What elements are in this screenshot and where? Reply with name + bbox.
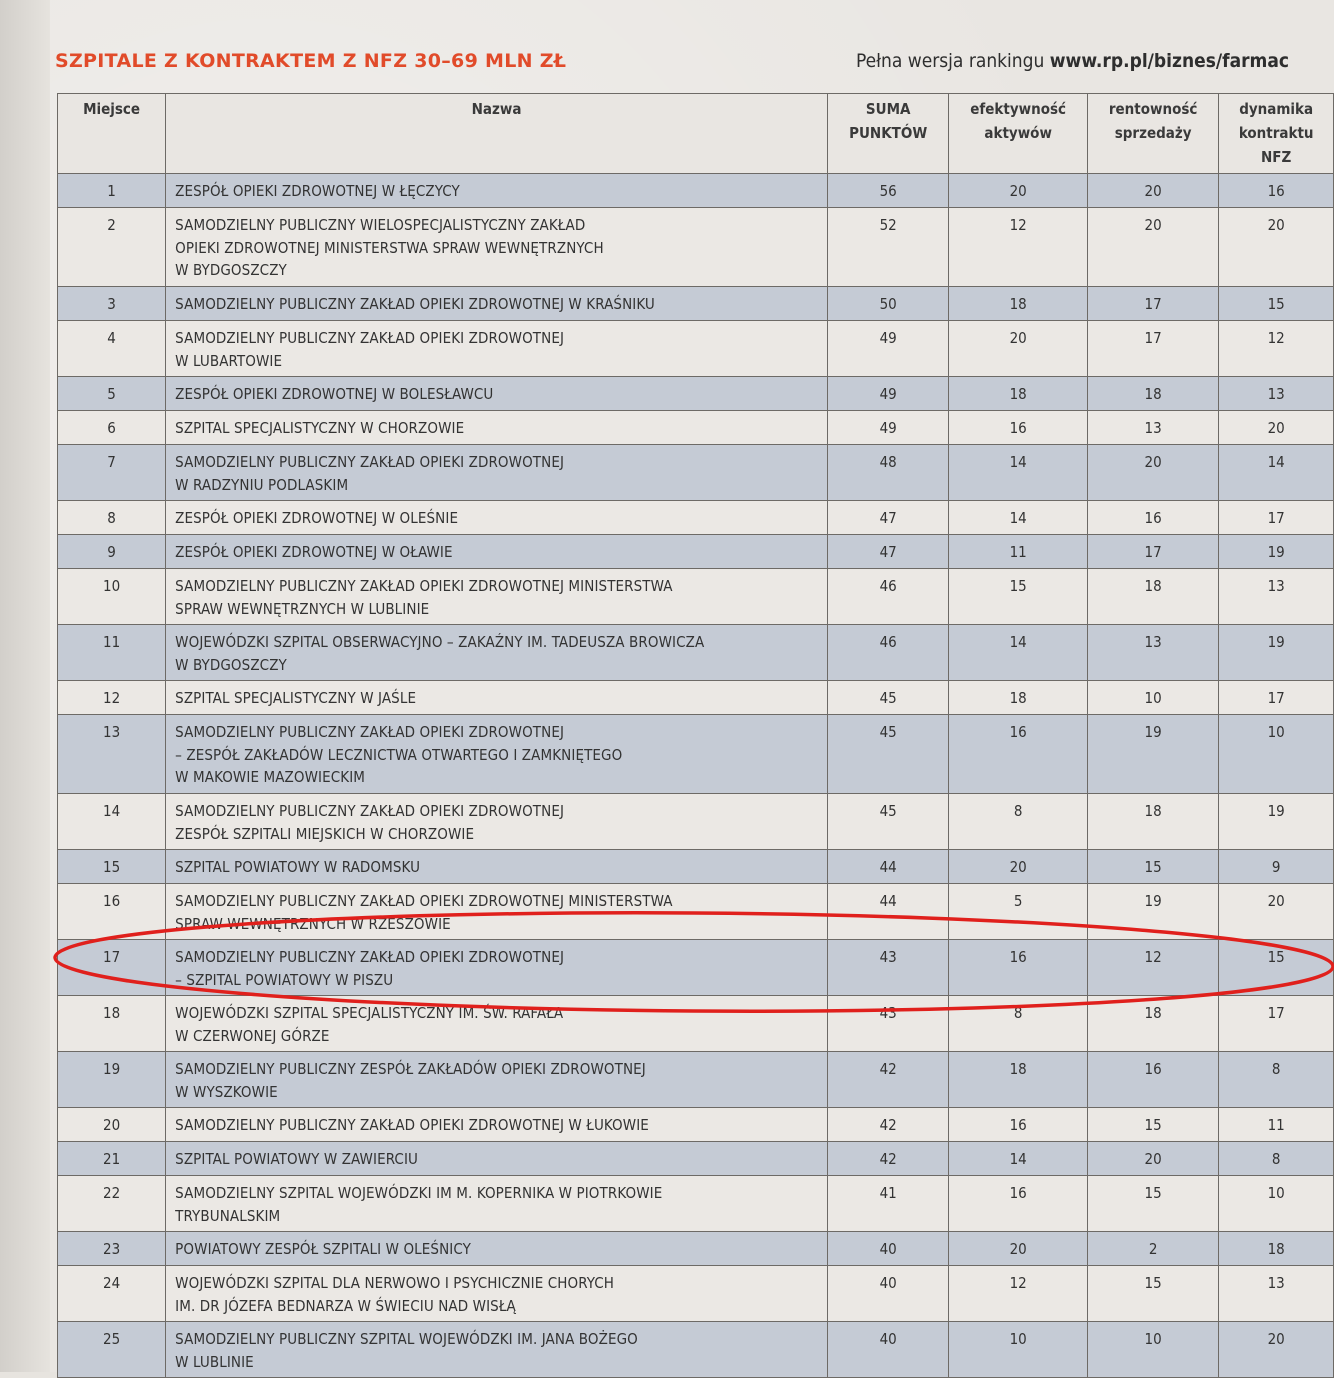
- cell-place: 11: [58, 625, 166, 681]
- cell-name-line: – SZPITAL POWIATOWY W PISZU: [175, 970, 394, 989]
- cell-assets: 12: [949, 208, 1087, 287]
- cell-name-line: SPRAW WEWNĘTRZNYCH W LUBLINIE: [175, 599, 430, 618]
- cell-place: 16: [58, 884, 166, 940]
- cell-name-line: SZPITAL POWIATOWY W ZAWIERCIU: [175, 1150, 419, 1168]
- table-row: [58, 1232, 1334, 1266]
- table-row: [58, 1142, 1334, 1176]
- cell-name: [166, 411, 828, 445]
- cell-dyn: 11: [1219, 1108, 1334, 1142]
- cell-total: 40: [827, 1232, 948, 1266]
- cell-total: 45: [827, 794, 948, 850]
- cell-place: 3: [58, 287, 166, 321]
- cell-place: 21: [58, 1142, 166, 1176]
- column-header-assets: efektywność aktywów: [949, 94, 1087, 174]
- column-header-total: SUMA PUNKTÓW: [827, 94, 948, 174]
- cell-place: 7: [58, 445, 166, 501]
- cell-name-line: W MAKOWIE MAZOWIECKIM: [175, 768, 366, 787]
- cell-place: 6: [58, 411, 166, 445]
- table-row: [58, 208, 1334, 287]
- cell-place: 17: [58, 940, 166, 996]
- cell-assets: 14: [949, 501, 1087, 535]
- cell-total: 47: [827, 501, 948, 535]
- cell-sales: 20: [1087, 208, 1218, 287]
- cell-sales: 17: [1087, 321, 1218, 377]
- cell-sales: 10: [1087, 1322, 1218, 1378]
- cell-place: 20: [58, 1108, 166, 1142]
- cell-dyn: 15: [1219, 287, 1334, 321]
- cell-name-line: SAMODZIELNY PUBLICZNY ZAKŁAD OPIEKI ZDROWOTNEJ W KRAŚNIKU: [175, 295, 655, 313]
- cell-name: [166, 1176, 828, 1232]
- cell-name-line: WOJEWÓDZKI SZPITAL SPECJALISTYCZNY IM. ŚW. RAFAŁA: [175, 1004, 564, 1022]
- cell-dyn: 10: [1219, 1176, 1334, 1232]
- table-row: [58, 996, 1334, 1052]
- cell-assets: 15: [949, 569, 1087, 625]
- cell-dyn: 19: [1219, 794, 1334, 850]
- cell-place: 18: [58, 996, 166, 1052]
- cell-total: 49: [827, 377, 948, 411]
- table-row: [58, 1266, 1334, 1322]
- cell-total: 46: [827, 569, 948, 625]
- cell-place: 15: [58, 850, 166, 884]
- cell-name-line: SAMODZIELNY PUBLICZNY ZAKŁAD OPIEKI ZDROWOTNEJ: [175, 948, 565, 966]
- full-ranking-url[interactable]: www.rp.pl/biznes/farmac: [1049, 50, 1290, 72]
- table-row: [58, 1322, 1334, 1378]
- full-ranking-note: [856, 50, 1289, 72]
- cell-name: [166, 1322, 828, 1378]
- table-row: [58, 1108, 1334, 1142]
- cell-sales: 20: [1087, 174, 1218, 208]
- table-row: [58, 715, 1334, 794]
- cell-dyn: 17: [1219, 996, 1334, 1052]
- cell-name-line: W LUBARTOWIE: [175, 351, 283, 370]
- cell-name: [166, 996, 828, 1052]
- cell-assets: 16: [949, 1176, 1087, 1232]
- table-row: [58, 850, 1334, 884]
- cell-total: 49: [827, 321, 948, 377]
- cell-total: 44: [827, 884, 948, 940]
- cell-dyn: 17: [1219, 501, 1334, 535]
- cell-name-line: SZPITAL SPECJALISTYCZNY W JAŚLE: [175, 689, 417, 707]
- cell-name: [166, 287, 828, 321]
- cell-assets: 8: [949, 996, 1087, 1052]
- table-row: [58, 1176, 1334, 1232]
- cell-name-line: POWIATOWY ZESPÓŁ SZPITALI W OLEŚNICY: [175, 1240, 471, 1258]
- column-header-dynamics: dynamika kontraktu NFZ: [1219, 94, 1334, 174]
- cell-dyn: 20: [1219, 884, 1334, 940]
- cell-total: 45: [827, 715, 948, 794]
- cell-place: 8: [58, 501, 166, 535]
- cell-assets: 18: [949, 287, 1087, 321]
- cell-dyn: 18: [1219, 1232, 1334, 1266]
- cell-total: 46: [827, 625, 948, 681]
- cell-name-line: SAMODZIELNY PUBLICZNY SZPITAL WOJEWÓDZKI IM. JANA BOŻEGO: [175, 1330, 638, 1348]
- cell-dyn: 15: [1219, 940, 1334, 996]
- cell-sales: 18: [1087, 794, 1218, 850]
- cell-name: [166, 681, 828, 715]
- cell-place: 19: [58, 1052, 166, 1108]
- cell-name-line: W RADZYNIU PODLASKIM: [175, 475, 349, 494]
- cell-name-line: SAMODZIELNY PUBLICZNY ZAKŁAD OPIEKI ZDROWOTNEJ: [175, 802, 565, 820]
- cell-name-line: SAMODZIELNY SZPITAL WOJEWÓDZKI IM M. KOPERNIKA W PIOTRKOWIE: [175, 1184, 663, 1202]
- ranking-table: [57, 93, 1334, 1378]
- cell-total: 42: [827, 1142, 948, 1176]
- cell-dyn: 8: [1219, 1142, 1334, 1176]
- table-row: [58, 321, 1334, 377]
- cell-total: 43: [827, 996, 948, 1052]
- table-row: [58, 377, 1334, 411]
- cell-dyn: 16: [1219, 174, 1334, 208]
- cell-name-line: SAMODZIELNY PUBLICZNY ZAKŁAD OPIEKI ZDROWOTNEJ MINISTERSTWA: [175, 892, 673, 910]
- cell-assets: 14: [949, 1142, 1087, 1176]
- cell-assets: 14: [949, 445, 1087, 501]
- column-header-sales: rentowność sprzedaży: [1087, 94, 1218, 174]
- cell-assets: 18: [949, 681, 1087, 715]
- table-row: [58, 501, 1334, 535]
- cell-assets: 11: [949, 535, 1087, 569]
- cell-place: 23: [58, 1232, 166, 1266]
- cell-assets: 16: [949, 715, 1087, 794]
- cell-total: 40: [827, 1322, 948, 1378]
- cell-name-line: OPIEKI ZDROWOTNEJ MINISTERSTWA SPRAW WEWNĘTRZNYCH: [175, 238, 604, 257]
- cell-name-line: SAMODZIELNY PUBLICZNY ZAKŁAD OPIEKI ZDROWOTNEJ: [175, 723, 565, 741]
- cell-name-line: ZESPÓŁ OPIEKI ZDROWOTNEJ W OLEŚNIE: [175, 509, 459, 527]
- cell-place: 10: [58, 569, 166, 625]
- cell-assets: 8: [949, 794, 1087, 850]
- cell-place: 25: [58, 1322, 166, 1378]
- cell-dyn: 19: [1219, 625, 1334, 681]
- table-row: [58, 411, 1334, 445]
- table-row: [58, 174, 1334, 208]
- cell-sales: 13: [1087, 411, 1218, 445]
- cell-name-line: SPRAW WEWNĘTRZNYCH W RZESZOWIE: [175, 914, 451, 933]
- cell-total: 42: [827, 1108, 948, 1142]
- cell-name-line: ZESPÓŁ OPIEKI ZDROWOTNEJ W ŁĘCZYCY: [175, 182, 460, 200]
- cell-total: 40: [827, 1266, 948, 1322]
- cell-sales: 16: [1087, 501, 1218, 535]
- cell-name-line: W WYSZKOWIE: [175, 1082, 278, 1101]
- cell-place: 14: [58, 794, 166, 850]
- cell-name-line: W BYDGOSZCZY: [175, 655, 287, 674]
- cell-place: 2: [58, 208, 166, 287]
- cell-name-line: SAMODZIELNY PUBLICZNY WIELOSPECJALISTYCZNY ZAKŁAD: [175, 216, 586, 234]
- cell-name: [166, 1052, 828, 1108]
- cell-name-line: SAMODZIELNY PUBLICZNY ZAKŁAD OPIEKI ZDROWOTNEJ: [175, 329, 565, 347]
- table-row: [58, 794, 1334, 850]
- cell-name-line: – ZESPÓŁ ZAKŁADÓW LECZNICTWA OTWARTEGO I ZAMKNIĘTEGO: [175, 745, 623, 764]
- cell-assets: 16: [949, 940, 1087, 996]
- cell-sales: 19: [1087, 715, 1218, 794]
- cell-name: [166, 1108, 828, 1142]
- cell-name-line: WOJEWÓDZKI SZPITAL OBSERWACYJNO – ZAKAŹNY IM. TADEUSZA BROWICZA: [175, 633, 705, 651]
- cell-name: [166, 940, 828, 996]
- cell-name: [166, 884, 828, 940]
- cell-assets: 20: [949, 321, 1087, 377]
- table-row: [58, 625, 1334, 681]
- cell-assets: 18: [949, 1052, 1087, 1108]
- cell-total: 42: [827, 1052, 948, 1108]
- table-row: [58, 940, 1334, 996]
- cell-sales: 20: [1087, 445, 1218, 501]
- table-title: SZPITALE Z KONTRAKTEM Z NFZ 30–69 MLN ZŁ: [55, 50, 567, 72]
- table-row: [58, 1052, 1334, 1108]
- cell-place: 12: [58, 681, 166, 715]
- cell-sales: 17: [1087, 287, 1218, 321]
- table-row: [58, 681, 1334, 715]
- column-header-place: Miejsce: [58, 94, 166, 174]
- cell-total: 41: [827, 1176, 948, 1232]
- cell-sales: 19: [1087, 884, 1218, 940]
- cell-name-line: W BYDGOSZCZY: [175, 261, 287, 280]
- cell-sales: 18: [1087, 377, 1218, 411]
- cell-place: 22: [58, 1176, 166, 1232]
- cell-dyn: 14: [1219, 445, 1334, 501]
- cell-name: [166, 794, 828, 850]
- cell-dyn: 20: [1219, 208, 1334, 287]
- cell-sales: 13: [1087, 625, 1218, 681]
- cell-sales: 20: [1087, 1142, 1218, 1176]
- cell-sales: 12: [1087, 940, 1218, 996]
- cell-name: [166, 321, 828, 377]
- cell-name-line: ZESPÓŁ SZPITALI MIEJSKICH W CHORZOWIE: [175, 824, 475, 843]
- cell-dyn: 20: [1219, 411, 1334, 445]
- table-row: [58, 569, 1334, 625]
- cell-sales: 18: [1087, 996, 1218, 1052]
- cell-name: [166, 1232, 828, 1266]
- cell-assets: 20: [949, 850, 1087, 884]
- table-row: [58, 287, 1334, 321]
- cell-sales: 15: [1087, 850, 1218, 884]
- cell-name-line: SZPITAL POWIATOWY W RADOMSKU: [175, 858, 421, 876]
- cell-name: [166, 535, 828, 569]
- cell-total: 49: [827, 411, 948, 445]
- cell-place: 9: [58, 535, 166, 569]
- cell-assets: 5: [949, 884, 1087, 940]
- cell-total: 48: [827, 445, 948, 501]
- cell-sales: 10: [1087, 681, 1218, 715]
- cell-place: 13: [58, 715, 166, 794]
- cell-total: 44: [827, 850, 948, 884]
- cell-name: [166, 1266, 828, 1322]
- cell-place: 24: [58, 1266, 166, 1322]
- table-row: [58, 445, 1334, 501]
- table-header-row: [58, 94, 1334, 174]
- cell-dyn: 13: [1219, 569, 1334, 625]
- adjacent-column-edge: [0, 0, 50, 1372]
- cell-sales: 18: [1087, 569, 1218, 625]
- cell-name-line: IM. DR JÓZEFA BEDNARZA W ŚWIECIU NAD WISŁĄ: [175, 1296, 516, 1315]
- cell-assets: 14: [949, 625, 1087, 681]
- cell-name-line: SAMODZIELNY PUBLICZNY ZAKŁAD OPIEKI ZDROWOTNEJ MINISTERSTWA: [175, 577, 673, 595]
- cell-dyn: 17: [1219, 681, 1334, 715]
- cell-sales: 15: [1087, 1266, 1218, 1322]
- cell-place: 1: [58, 174, 166, 208]
- column-header-name: Nazwa: [166, 94, 828, 174]
- cell-name-line: ZESPÓŁ OPIEKI ZDROWOTNEJ W BOLESŁAWCU: [175, 385, 494, 403]
- cell-assets: 12: [949, 1266, 1087, 1322]
- cell-assets: 16: [949, 1108, 1087, 1142]
- cell-sales: 15: [1087, 1176, 1218, 1232]
- cell-name: [166, 569, 828, 625]
- cell-total: 43: [827, 940, 948, 996]
- cell-dyn: 12: [1219, 321, 1334, 377]
- cell-name: [166, 850, 828, 884]
- cell-total: 50: [827, 287, 948, 321]
- cell-sales: 16: [1087, 1052, 1218, 1108]
- cell-name-line: SAMODZIELNY PUBLICZNY ZAKŁAD OPIEKI ZDROWOTNEJ: [175, 453, 565, 471]
- cell-place: 4: [58, 321, 166, 377]
- cell-name-line: TRYBUNALSKIM: [175, 1206, 281, 1225]
- cell-name-line: WOJEWÓDZKI SZPITAL DLA NERWOWO I PSYCHICZNIE CHORYCH: [175, 1274, 615, 1292]
- cell-assets: 20: [949, 1232, 1087, 1266]
- cell-sales: 15: [1087, 1108, 1218, 1142]
- cell-name: [166, 715, 828, 794]
- cell-dyn: 19: [1219, 535, 1334, 569]
- cell-name: [166, 377, 828, 411]
- cell-total: 47: [827, 535, 948, 569]
- cell-dyn: 8: [1219, 1052, 1334, 1108]
- cell-dyn: 13: [1219, 1266, 1334, 1322]
- cell-name: [166, 625, 828, 681]
- cell-dyn: 20: [1219, 1322, 1334, 1378]
- cell-assets: 18: [949, 377, 1087, 411]
- cell-total: 52: [827, 208, 948, 287]
- cell-dyn: 10: [1219, 715, 1334, 794]
- full-ranking-prefix: Pełna wersja rankingu: [856, 50, 1050, 72]
- cell-dyn: 13: [1219, 377, 1334, 411]
- cell-name-line: W CZERWONEJ GÓRZE: [175, 1026, 330, 1045]
- cell-name-line: SZPITAL SPECJALISTYCZNY W CHORZOWIE: [175, 419, 465, 437]
- cell-assets: 10: [949, 1322, 1087, 1378]
- cell-name: [166, 501, 828, 535]
- cell-name: [166, 1142, 828, 1176]
- table-body: [58, 174, 1334, 1378]
- cell-total: 45: [827, 681, 948, 715]
- cell-name-line: SAMODZIELNY PUBLICZNY ZAKŁAD OPIEKI ZDROWOTNEJ W ŁUKOWIE: [175, 1116, 649, 1134]
- table-row: [58, 535, 1334, 569]
- cell-assets: 16: [949, 411, 1087, 445]
- cell-total: 56: [827, 174, 948, 208]
- cell-assets: 20: [949, 174, 1087, 208]
- table-row: [58, 884, 1334, 940]
- cell-name-line: W LUBLINIE: [175, 1352, 254, 1371]
- cell-sales: 2: [1087, 1232, 1218, 1266]
- cell-place: 5: [58, 377, 166, 411]
- cell-name: [166, 445, 828, 501]
- cell-name: [166, 208, 828, 287]
- cell-sales: 17: [1087, 535, 1218, 569]
- cell-name-line: ZESPÓŁ OPIEKI ZDROWOTNEJ W OŁAWIE: [175, 543, 453, 561]
- cell-name: [166, 174, 828, 208]
- cell-name-line: SAMODZIELNY PUBLICZNY ZESPÓŁ ZAKŁADÓW OPIEKI ZDROWOTNEJ: [175, 1060, 646, 1078]
- cell-dyn: 9: [1219, 850, 1334, 884]
